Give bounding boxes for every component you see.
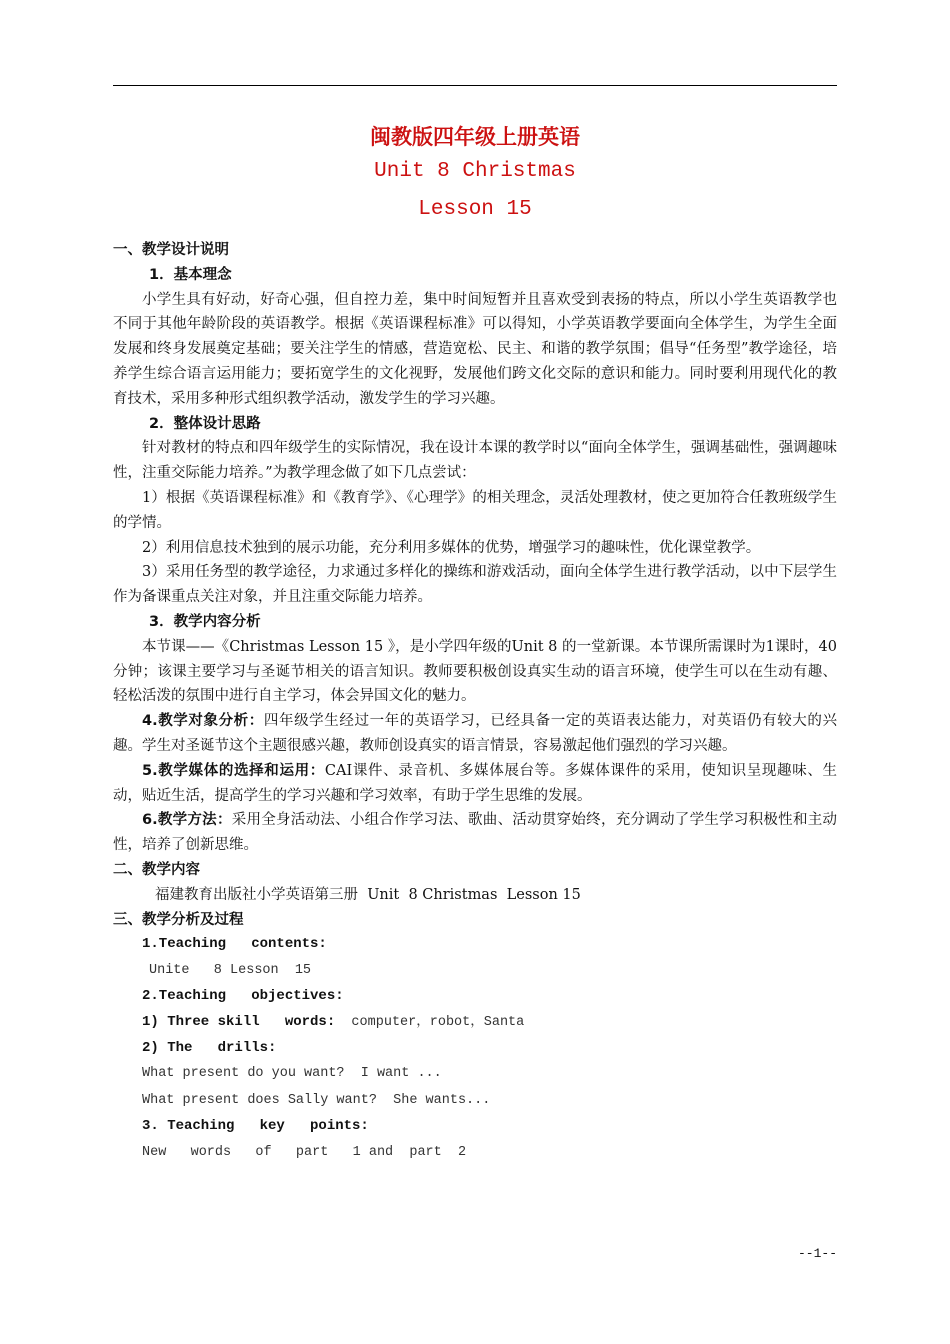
- drill-2-row: [113, 1087, 837, 1114]
- drills-label: 2) The drills:: [142, 1039, 277, 1056]
- document-body: [113, 238, 837, 1165]
- subsection-1-text: 小学生具有好动，好奇心强，但自控力差，集中时间短暂并且喜欢受到表扬的特点，所以小学生英语教学也不同于其他年龄阶段的英语教学。根据《英语课程标准》可以得知，小学英语教学要面向全体学生，为学生全面发展和终身发展奠定基础；要关注学生的情感，营造宽松、民主、和谐的教学氛围；倡导“任务型”教学途径，培养学生综合语言运用能力；要拓宽学生的文化视野，发展他们跨文化交际的意识和能力。同时要利用现代化的教育技术，采用多种形式组织教学活动，激发学生的学习兴趣。: [113, 291, 837, 407]
- subsection-2-text: 针对教材的特点和四年级学生的实际情况，我在设计本课的教学时以“面向全体学生，强调基础性，强调趣味性，注重交际能力培养。”为教学理念做了如下几点尝试：: [113, 440, 837, 482]
- subsection-1-heading: 1．基本理念: [149, 266, 232, 283]
- subsection-2-item-2: 2）利用信息技术独到的展示功能，充分利用多媒体的优势，增强学习的趣味性，优化课堂教学。: [142, 539, 761, 556]
- subsection-2-heading: 2．整体设计思路: [149, 415, 261, 432]
- subsection-6-text: 采用全身活动法、小组合作学习法、歌曲、活动贯穿始终，充分调动了学生学习积极性和主动性，培养了创新思维。: [113, 812, 837, 854]
- section-2-text-content: 福建教育出版社小学英语第三册 Unit 8 Christmas Lesson 15: [155, 886, 581, 903]
- subsection-3-text: 本节课——《Christmas Lesson 15 》，是小学四年级的Unit 8 的一堂新课。本节课所需课时为1课时，40分钟；该课主要学习与圣诞节相关的语言知识。教师要积极创设真实生动的语言环境，使学生可以在生动有趣、轻松活泼的氛围中进行自主学习，体会异国文化的魅力。: [113, 638, 837, 705]
- drill-2: What present does Sally want? She wants...: [142, 1093, 491, 1109]
- header-rule: [113, 85, 837, 86]
- subsection-5-text: CAI课件、录音机、多媒体展台等。多媒体课件的采用，使知识呈现趣味、生动，贴近生活，提高学生的学习兴趣和学习效率，有助于学生思维的发展。: [113, 762, 837, 804]
- key-points-row: [113, 1139, 837, 1166]
- lesson-title: Lesson 15: [418, 198, 532, 221]
- page-number: --1--: [797, 1246, 837, 1261]
- key-points-label: 3. Teaching key points:: [142, 1117, 369, 1134]
- subsection-6: [113, 808, 837, 858]
- unit-title: Unit 8 Christmas: [374, 160, 576, 183]
- drill-1-row: [113, 1060, 837, 1087]
- subsection-2-item-3: 3）采用任务型的教学途径，力求通过多样化的操练和游戏活动，面向全体学生进行教学活动，以中下层学生作为备课重点关注对象，并且注重交际能力培养。: [113, 564, 837, 606]
- section-2-heading: 二、教学内容: [113, 861, 200, 878]
- section-3-heading: 三、教学分析及过程: [113, 911, 244, 928]
- teaching-contents-label: 1.Teaching contents:: [142, 936, 327, 953]
- subsection-5: [113, 759, 837, 809]
- subsection-4-text: 四年级学生经过一年的英语学习，已经具备一定的英语表达能力，对英语仍有较大的兴趣。学生对圣诞节这个主题很感兴趣，教师创设真实的语言情景，容易激起他们强烈的学习兴趣。: [113, 713, 837, 754]
- subsection-3-heading: 3．教学内容分析: [149, 613, 261, 630]
- teaching-objectives-label: 2.Teaching objectives:: [142, 987, 344, 1004]
- subsection-6-label: 6.教学方法：: [142, 812, 232, 829]
- document-title: 闽教版四年级上册英语: [370, 125, 580, 149]
- drill-1: What present do you want? I want ...: [142, 1066, 442, 1082]
- teaching-contents-text: Unite 8 Lesson 15: [149, 963, 312, 979]
- teaching-contents-text-row: [113, 957, 837, 984]
- skill-words-row: [113, 1009, 837, 1036]
- subsection-4-label: 4.教学对象分析：: [142, 713, 264, 730]
- section-1-heading: 一、教学设计说明: [113, 242, 229, 258]
- skill-words-text: computer，robot，Santa: [335, 1014, 525, 1030]
- skill-words-label: 1) Three skill words:: [142, 1013, 336, 1030]
- subsection-2-item-1: 1）根据《英语课程标准》和《教育学》、《心理学》的相关理念，灵活处理教材，使之更加符合任教班级学生的学情。: [113, 489, 837, 531]
- subsection-5-label: 5.教学媒体的选择和运用：: [142, 762, 325, 779]
- section-2-text: [113, 883, 837, 908]
- key-points-text: New words of part 1 and part 2: [142, 1144, 467, 1160]
- subsection-4: [113, 709, 837, 759]
